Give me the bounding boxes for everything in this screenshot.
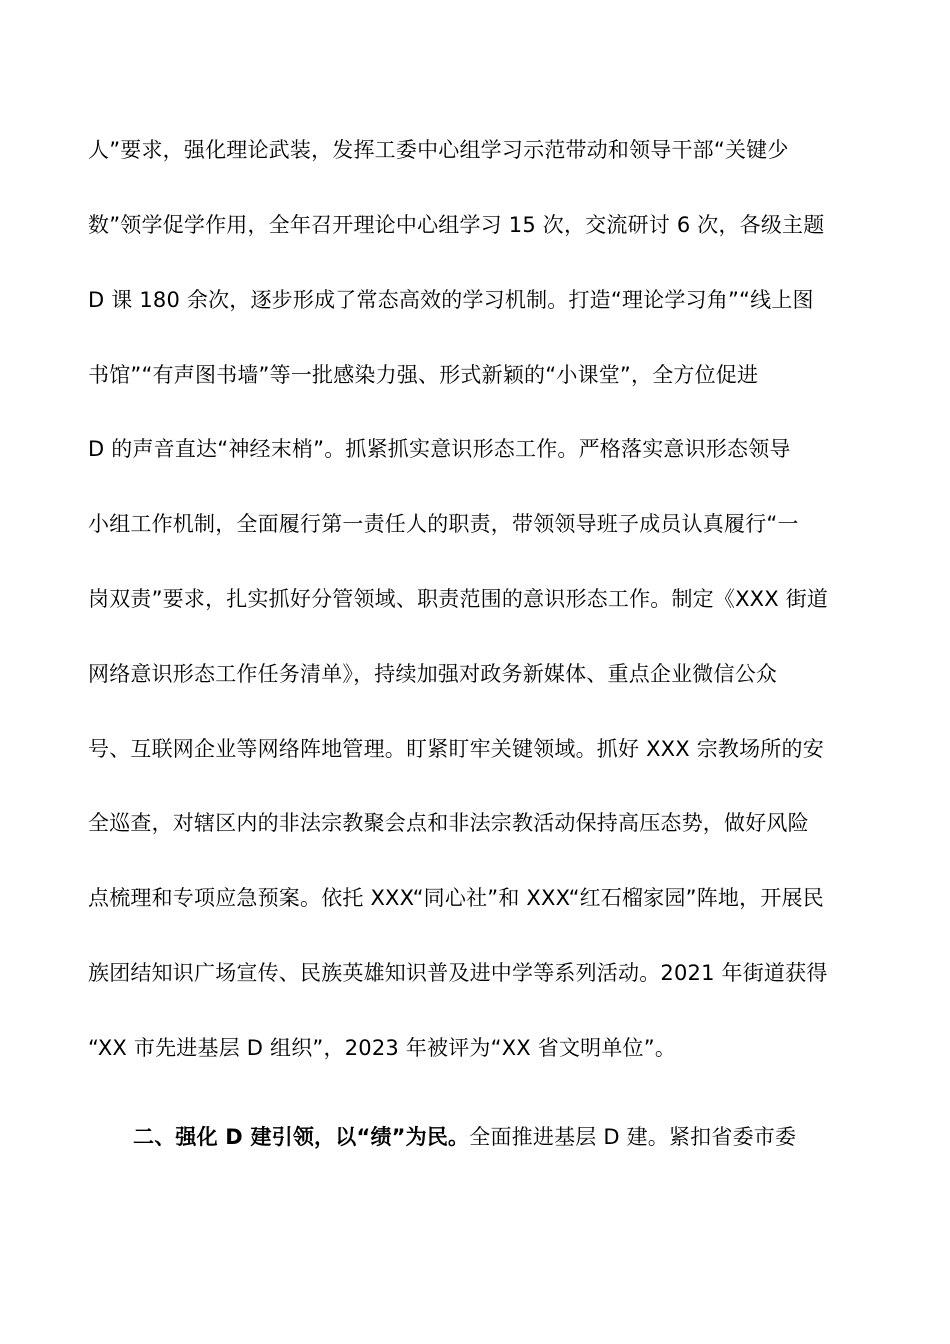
section-heading-text: 全面推进基层 D 建。紧扣省委市委 — [469, 1125, 797, 1149]
paragraph-line: 书馆”“有声图书墙”等一批感染力强、形式新颖的“小课堂”，全方位促进 — [88, 363, 759, 387]
paragraph-line: 岗双责”要求，扎实抓好分管领域、职责范围的意识形态工作。制定《XXX 街道 — [88, 587, 829, 611]
paragraph-line: 数”领学促学作用，全年召开理论中心组学习 15 次，交流研讨 6 次，各级主题 — [88, 213, 825, 237]
paragraph-line: 网络意识形态工作任务清单》，持续加强对政务新媒体、重点企业微信公众 — [88, 662, 778, 686]
paragraph-line: “XX 市先进基层 D 组织”，2023 年被评为“XX 省文明单位”。 — [88, 1036, 677, 1060]
paragraph-line: 小组工作机制，全面履行第一责任人的职责，带领领导班子成员认真履行“一 — [88, 512, 799, 536]
paragraph-line: 人”要求，强化理论武装，发挥工委中心组学习示范带动和领导干部“关键少 — [88, 138, 789, 162]
paragraph-line: D 课 180 余次，逐步形成了常态高效的学习机制。打造“理论学习角”“线上图 — [88, 288, 814, 312]
section-heading: 二、强化 D 建引领，以“绩”为民。 — [133, 1125, 470, 1149]
paragraph-line: 点梳理和专项应急预案。依托 XXX“同心社”和 XXX“红石榴家园”阵地，开展民 — [88, 886, 824, 910]
section-heading-line — [133, 1119, 868, 1155]
paragraph-line: D 的声音直达“神经末梢”。抓紧抓实意识形态工作。严格落实意识形态领导 — [88, 437, 791, 461]
paragraph-line: 族团结知识广场宣传、民族英雄知识普及进中学等系列活动。2021 年街道获得 — [88, 961, 828, 985]
paragraph-line: 全巡查，对辖区内的非法宗教聚会点和非法宗教活动保持高压态势，做好风险 — [88, 811, 809, 835]
paragraph-line: 号、互联网企业等网络阵地管理。盯紧盯牢关键领域。抓好 XXX 宗教场所的安 — [88, 737, 824, 761]
